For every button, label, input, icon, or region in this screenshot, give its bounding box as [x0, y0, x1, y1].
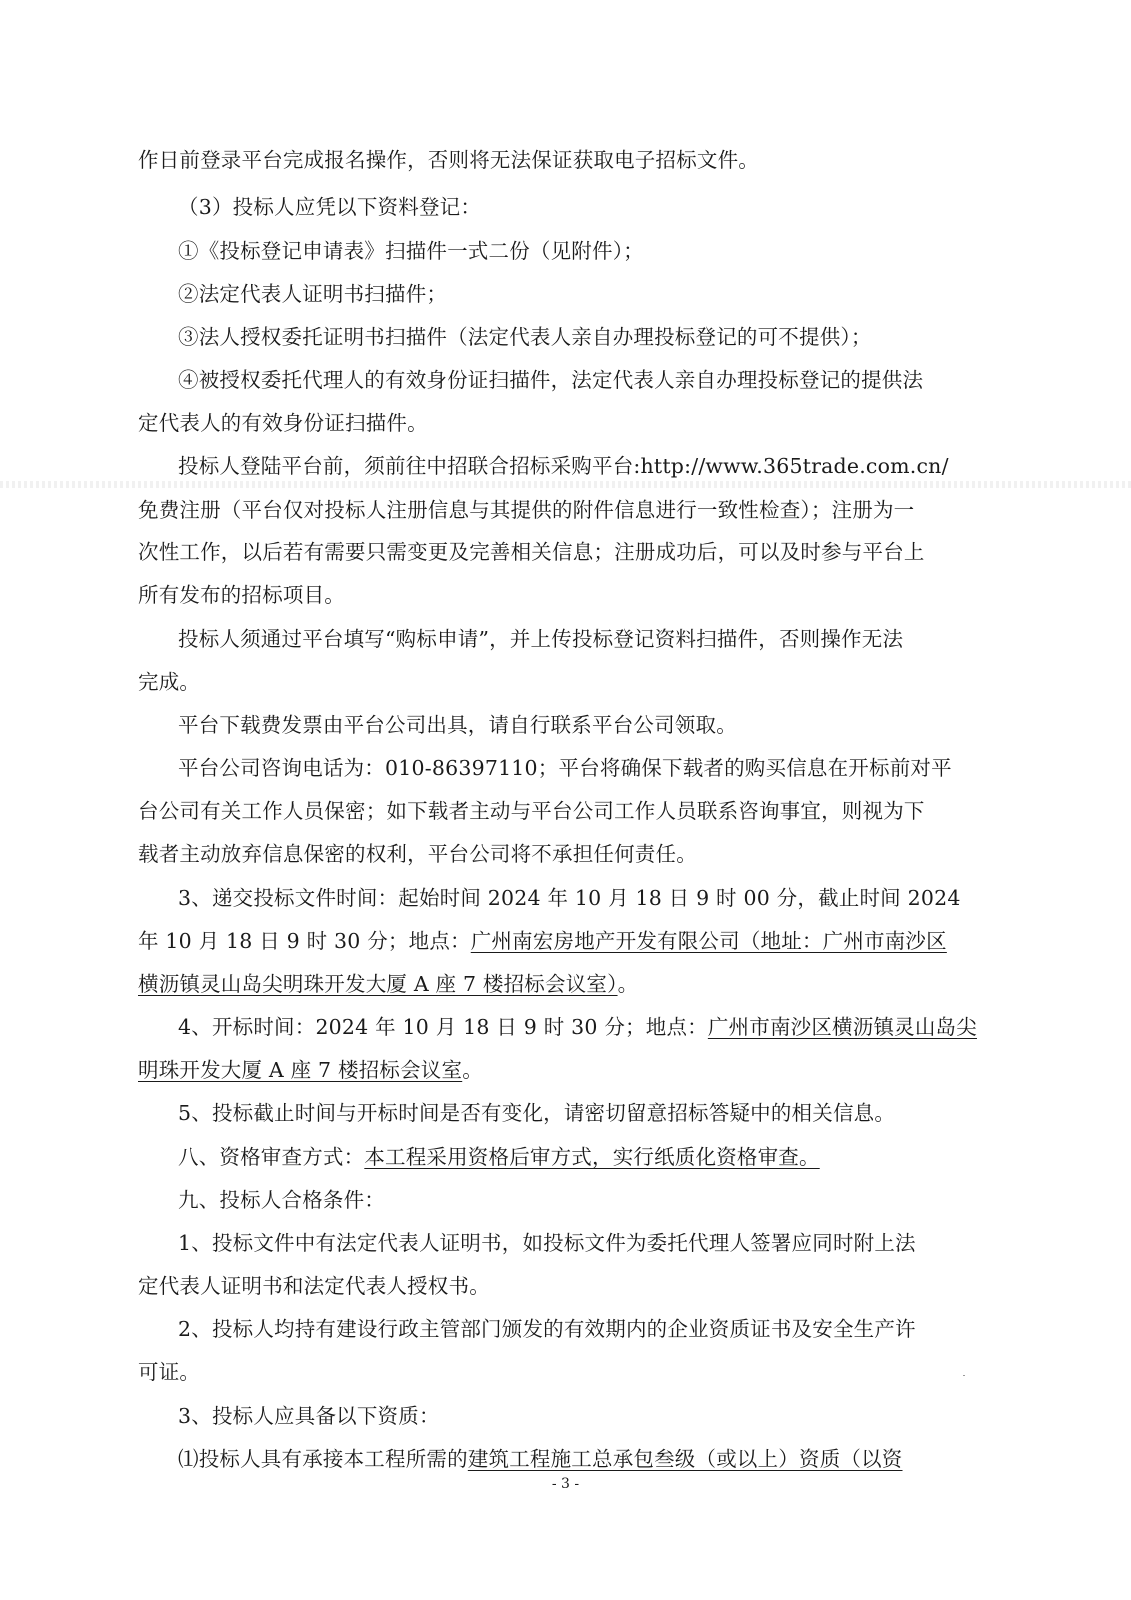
scan-speck: [963, 1375, 965, 1376]
paragraph-line: [178, 1445, 903, 1473]
page-number: - 3 -: [551, 1476, 580, 1492]
line-text: 。: [617, 972, 639, 996]
paragraph-line: 作日前登录平台完成报名操作，否则将无法保证获取电子招标文件。: [138, 148, 759, 172]
list-item: ②法定代表人证明书扫描件；: [178, 282, 448, 306]
paragraph-line: 2、投标人均持有建设行政主管部门颁发的有效期内的企业资质证书及安全生产许: [178, 1317, 916, 1341]
list-item: ①《投标登记申请表》扫描件一式二份（见附件）；: [178, 239, 644, 263]
paragraph-line: 3、投标人应具备以下资质：: [178, 1404, 440, 1428]
line-text: ⑴投标人具有承接本工程所需的: [178, 1447, 468, 1471]
paragraph-line: 可证。: [138, 1360, 201, 1384]
paragraph-line: 免费注册（平台仅对投标人注册信息与其提供的附件信息进行一致性检查）；注册为一: [138, 498, 915, 522]
paragraph-line: （3）投标人应凭以下资料登记：: [178, 195, 482, 219]
section-heading: [178, 1143, 820, 1171]
line-text: 八、资格审查方式：: [178, 1145, 365, 1169]
paragraph-line: 平台公司咨询电话为：010-86397110；平台将确保下载者的购买信息在开标前对平: [178, 756, 952, 780]
paragraph-line: [138, 970, 638, 998]
line-text: 。: [462, 1058, 483, 1082]
paragraph-line: [178, 1013, 977, 1041]
paragraph-line: 所有发布的招标项目。: [138, 583, 345, 607]
section-heading: 九、投标人合格条件：: [178, 1188, 385, 1212]
paragraph-line: 载者主动放弃信息保密的权利，平台公司将不承担任何责任。: [138, 842, 697, 866]
underlined-field: 广州南宏房地产开发有限公司（地址：广州市南沙区: [470, 929, 947, 953]
underlined-field: 横沥镇灵山岛尖明珠开发大厦 A 座 7 楼招标会议室）: [138, 972, 618, 996]
scan-streak: [0, 481, 1131, 488]
paragraph-line: 定代表人的有效身份证扫描件。: [138, 411, 428, 435]
paragraph-line: 平台下载费发票由平台公司出具，请自行联系平台公司领取。: [178, 713, 737, 737]
paragraph-line: 3、递交投标文件时间：起始时间 2024 年 10 月 18 日 9 时 00 分，截止时间 2024: [178, 886, 961, 910]
paragraph-line: 投标人须通过平台填写“购标申请”，并上传投标登记资料扫描件，否则操作无法: [178, 627, 904, 651]
paragraph-line: 定代表人证明书和法定代表人授权书。: [138, 1274, 490, 1298]
paragraph-line: 台公司有关工作人员保密；如下载者主动与平台公司工作人员联系咨询事宜，则视为下: [138, 799, 925, 823]
line-text: 4、开标时间：2024 年 10 月 18 日 9 时 30 分；地点：: [178, 1015, 708, 1039]
underlined-field: 广州市南沙区横沥镇灵山岛尖: [707, 1015, 977, 1039]
underlined-field: 建筑工程施工总承包叁级（或以上）资质（以资: [467, 1447, 903, 1471]
underlined-field: 明珠开发大厦 A 座 7 楼招标会议室: [138, 1058, 463, 1082]
list-item: ③法人授权委托证明书扫描件（法定代表人亲自办理投标登记的可不提供）；: [178, 325, 872, 349]
paragraph-line: 5、投标截止时间与开标时间是否有变化，请密切留意招标答疑中的相关信息。: [178, 1101, 896, 1125]
paragraph-line: [138, 927, 947, 955]
paragraph-line: 次性工作，以后若有需要只需变更及完善相关信息；注册成功后，可以及时参与平台上: [138, 540, 925, 564]
paragraph-line: 1、投标文件中有法定代表人证明书，如投标文件为委托代理人签署应同时附上法: [178, 1231, 916, 1255]
underlined-field: 本工程采用资格后审方式，实行纸质化资格审查。: [364, 1145, 820, 1169]
paragraph-line: 完成。: [138, 670, 201, 694]
list-item: ④被授权委托代理人的有效身份证扫描件，法定代表人亲自办理投标登记的提供法: [178, 368, 924, 392]
paragraph-line: [138, 1056, 483, 1084]
paragraph-line: 投标人登陆平台前，须前往中招联合招标采购平台:http://www.365trade.com.cn/: [178, 454, 949, 478]
line-text: 年 10 月 18 日 9 时 30 分；地点：: [138, 929, 471, 953]
